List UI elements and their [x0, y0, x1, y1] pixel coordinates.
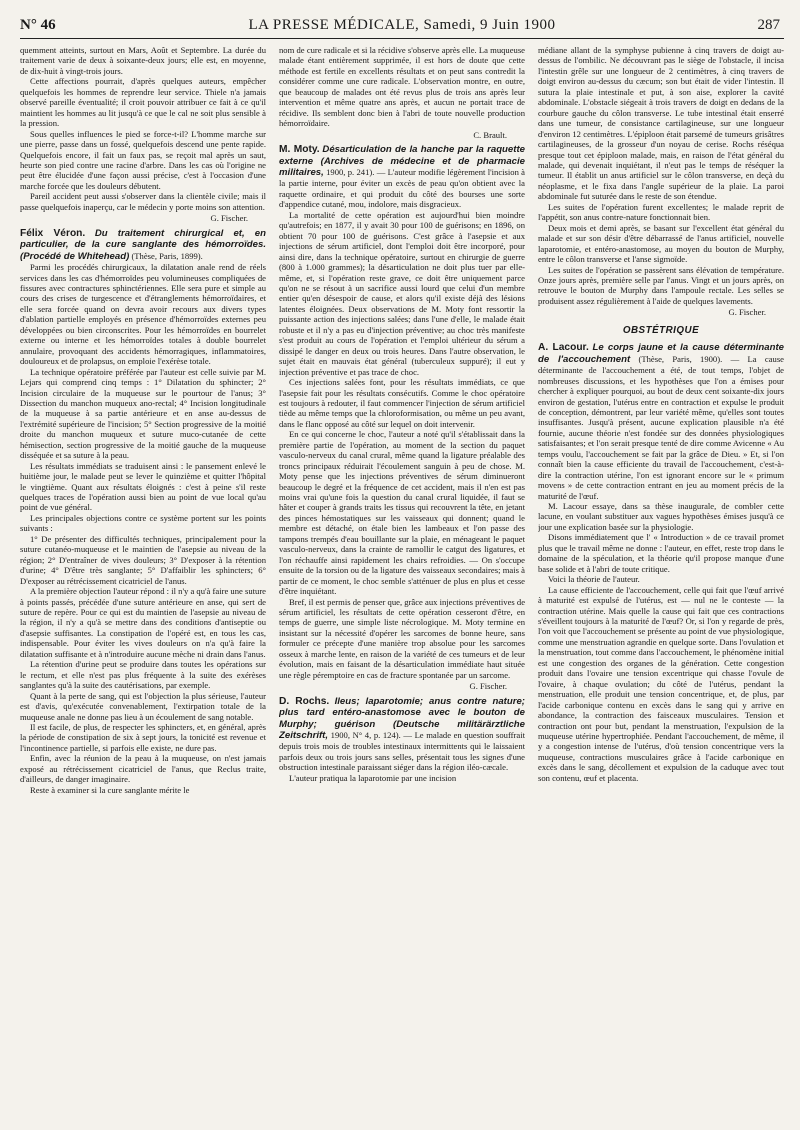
- paragraph: Les résultats immédiats se traduisent ainsi : le pansement enlevé le huitième jour, le malade peut se lever le quinzième et quitter l'hôpital le vingtième. Quant aux résultats éloignés : c'est à peine s'il reste quelques traces de l'opération aussi bien au point de vue local qu'au point de vue général.: [20, 460, 266, 513]
- paragraph: L'auteur pratiqua la laparotomie par une incision: [289, 772, 457, 783]
- column-1: [20, 45, 266, 1130]
- page-header: [20, 14, 784, 39]
- paragraph: médiane allant de la symphyse pubienne à cinq travers de doigt au-dessus de l'ombilic. Ne découvrant pas le siège de l'obstacle, il incisa l'intestin grêle sur une longueur de 2 centimètres, à cinq travers de doigt environ au-dessus du cæcum; son but était de vider l'intestin. Il sutura la plaie intestinale et put, à son aise, explorer la cavité abdominale. L'obstacle siégeait à trois travers de doigt en dedans de la courbure gauche du côlon transverse. Le tube intestinal était enserré dans une tumeur, de consistance cartilagineuse, sur une longueur d'environ 12 centimètres. L'épiploon était parsemé de tumeurs grisâtres cartilagineuses, de la grosseur d'un noyau de cerise. Rochs réséqua presque tout cet épiploon malade, mais, en raison de l'état général du malade, qui devenait inquiétant, il n'eut pas le temps de réséquer la tumeur. Il établit un anus artificiel sur le côlon transverse, en deçà du néoplasme, et le fixa dans l'angle supérieur de la plaie. La paroi abdominale fut suturée dans le reste de son étendue.: [538, 45, 784, 202]
- article-title: Ileus; laparotomie; anus contre nature; plus tard entéro-anastomose avec le bouton de Murphy; guérison (Deutsche militärärztliche Zeitschrift,: [279, 695, 525, 741]
- article-author: A. Lacour.: [538, 342, 589, 354]
- paragraph: Reste à examiner si la cure sanglante mérite le: [30, 784, 190, 795]
- article-text: Le malade en question souffrait depuis trois mois de troubles intestinaux intermittents qui le laissaient parfois deux ou trois jours sans selles, présentait tous les signes d'une obstruction intestinale paraissant siéger dans la région iléo-cæcale.: [279, 730, 525, 773]
- author-signature: C. Brault.: [473, 129, 507, 140]
- article-reference: 1900, p. 241). —: [326, 166, 386, 177]
- article-text: L'auteur modifie légèrement l'incision à la partie interne, pour éviter un excès de peau qu'on obtient avec la raquette ordinaire, et qui produit du côté des bourses une sorte d'appendice cutané, mou, indolore, mais disgracieux.: [279, 166, 525, 210]
- paragraph: Il est facile, de plus, de respecter les sphincters, et, en général, après la période de constipation de six à sept jours, la tonicité est revenue et l'incontinence partielle, si parfois elle existe, ne dure pas.: [20, 722, 266, 753]
- article-columns: [20, 45, 784, 1130]
- paragraph: Enfin, avec la réunion de la peau à la muqueuse, on n'est jamais exposé au rétrécissement cicatriciel de l'anus, que Reclus traite, d'ailleurs, de danger imaginaire.: [20, 753, 266, 785]
- journal-title: LA PRESSE MÉDICALE, Samedi, 9 Juin 1900: [248, 17, 556, 33]
- paragraph: Quant à la perte de sang, qui est l'objection la plus sérieuse, l'auteur est d'avis, qu'exécutée convenablement, l'extirpation totale de la muqueuse anale ne donne pas lieu à un écoulement de sang notable.: [20, 690, 266, 722]
- article-heading: [20, 228, 266, 262]
- paragraph: Ces injections salées font, pour les résultats immédiats, ce que l'asepsie fait pour les résultats consécutifs. Comme le choc opératoire est toujours à redouter, il faut commencer l'injection de sérum artificiel tiède au même temps que la chloroformisation, ou même un peu avant, dans le flanc opposé au côté sur lequel on doit intervenir.: [279, 377, 525, 429]
- section-heading: OBSTÉTRIQUE: [622, 324, 700, 336]
- paragraph: Les suites de l'opération furent excellentes; le malade reprit de l'appétit, son anus contre-nature fonctionnait bien.: [538, 201, 784, 223]
- paragraph: nom de cure radicale et si la récidive s'observe après elle. La muqueuse malade étant entièrement supprimée, il est hors de doute que cette méthode est fertile en excellents résultats et on peut sans contredit la considérer comme une cure radicale. L'observation montre, en outre, que beaucoup de malades ont été revus plus de trois ans après leur intervention et même quatre ans après, et aucun ne portait trace de récidive. Ils semblent donc bien à l'abri de toute nouvelle production hémorroïdaire.: [279, 45, 525, 129]
- article-title: Du traitement chirurgical et, en particulier, de la cure sanglante des hémorroïdes. (Procédé de Whitehead): [20, 227, 266, 262]
- paragraph: Parmi les procédés chirurgicaux, la dilatation anale rend de réels services dans les cas d'hémorroïdes peu volumineuses compliquées de fissures avec contractures sphinctériennes. Elle sera pure et simple au cours des crises de turgescence et d'étranglements hémorroïdaires, et elle sera forcée quand on devra avoir recours aux divers types d'ablation partielle employés en présence d'hémorroïdes externes peu développées ou bien circonscrites. Pour les hémorroïdes en bourrelet externe ou interne et les hémorroïdes totales à double bourrelet annulaire, provoquant des accidents hémorragiques, inflammatoires, douloureux et de prolapsus, on emploie l'exérèse totale.: [20, 262, 266, 367]
- paragraph: En ce qui concerne le choc, l'auteur a noté qu'il s'établissait dans la première partie de l'opération, au moment de la section du paquet vasculo-nerveux du canal crural, même quand la ligature préalable des troncs principaux réduirait l'écoulement sanguin à peu de chose. M. Moty pense que les injections préventives de sérum diminueront beaucoup le degré et la fréquence de cet accident, mais il n'en est pas moins vrai qu'une fois la question du canal crural liquidée, il faut se hâter et couper à grands traits les tissus qui recouvrent la tête, en jetant des pinces hémostatiques sur les vaisseaux qui donnent; quand le membre est détaché, on étale bien les lambeaux et l'on passe des tampons trempés d'eau bouillante sur la plaie, en ménageant le paquet vasculo-nerveux, dans la crainte de ramollir le catgut des ligatures, et l'on réchauffe ainsi rapidement les chairs refroidies. — On s'occupe ensuite de la torsion ou de la ligature des vaisseaux secondaires; mais à partir de ce moment, le choc semble s'atténuer de plus en plus et cesse d'être inquiétant.: [279, 429, 525, 597]
- column-2: [279, 45, 525, 1130]
- paragraph: Voici la théorie de l'auteur.: [548, 574, 640, 585]
- article-author: Félix Véron.: [20, 227, 86, 239]
- article-heading: [279, 144, 525, 210]
- paragraph: Les suites de l'opération se passèrent sans élévation de température. Onze jours après, première selle par l'anus. Vingt et un jours après, on retrouve le bouton de Murphy dans l'ampoule rectale. Les selles se produisent assez régulièrement à l'aide de quelques lavements.: [538, 264, 784, 306]
- paragraph: M. Lacour essaye, dans sa thèse inaugurale, de combler cette lacune, en voulant substituer aux vagues hypothèses émises jusqu'à ce jour une explication basée sur la physiologie.: [538, 501, 784, 532]
- page-number: 287: [757, 17, 780, 33]
- author-signature: G. Fischer.: [210, 213, 248, 224]
- article-author: M. Moty.: [279, 144, 320, 156]
- author-signature: G. Fischer.: [728, 307, 766, 318]
- paragraph: La cause efficiente de l'accouchement, celle qui fait que l'œuf arrivé à maturité est expulsé de l'utérus, est — nul ne le conteste — la contraction utérine. Mais quelle la cause qui fait que ces contractions s'éveillent toujours à la maturité de l'œuf? Or, si l'on y regarde de près, l'on voit que l'accouchement se présente au point de vue physiologique, comme une menstruation agrandie en quelque sorte. Dans l'ovulation et la menstruation, tout comme dans l'accouchement, le phénomène initial est une congestion des organes de la génération. Cette congestion produit dans l'ovaire une tension excentrique qui chasse l'ovule de l'ovaire, à chaque ovulation; du côté de l'utérus, pendant la menstruation, elle produit une tension concentrique, et, de plus, par l'acide carbonique contenu en excès dans le sang qui y arrive en abondance, la contraction des faisceaux musculaires. Tension et contraction ont pour but, pendant la menstruation, l'expulsion de la muqueuse utérine hypertrophiée. Pendant l'accouchement, de même, il y a congestion intense de l'utérus, d'où tension concentrique vers la muqueuse, contractions musculaires grâce à l'acide carbonique en excès dans le sang, décollement et expulsion de la caduque avec tout son contenu, œuf et placenta.: [538, 584, 784, 783]
- paragraph: La technique opératoire préférée par l'auteur est celle suivie par M. Lejars qui comprend cinq temps : 1° Dilatation du sphincter; 2° Incision circulaire de la muqueuse sur le pourtour de l'anus; 3° Dissection du manchon muqueux ano-rectal; 4° Incision longitudinale de la muqueuse à sa partie antérieure et en anse au-dessus de l'extrémité supérieure de l'incision; 5° Section progressive de la moitié droite du manchon muqueux et suture muco-cutanée de cette hémisection, section progressive de la moitié gauche de la muqueuse disséquée et sa suture à la peau.: [20, 366, 266, 461]
- article-author: D. Rochs.: [279, 695, 330, 707]
- issue-number: N° 46: [20, 17, 56, 33]
- article-text: La cause déterminante de l'accouchement a été, de tout temps, l'objet de nombreuses discussions, et les hypothèses que l'on a émises pour chercher à expliquer pourquoi, au bout de deux cent soixante-dix jours environ de gestation, l'utérus entre en contraction et expulse le produit de conception, démontrent, par leur variété même, qu'elles sont toutes insuffisantes. Jusqu'à présent, aucune explication plausible n'a été fournie, aucune théorie n'est fondée sur des données physiologiques satisfaisantes; et l'on serait presque tenté de dire comme Avicenne « Au temps voulu, l'accouchement se fait par la grâce de Dieu. » Et, si l'on connaît bien la cause efficiente du travail de l'accouchement, c'est-à-dire la contraction utérine, l'on est ignorant encore sur le « primum movens » de cette contraction entrant en jeu au moment précis de la maturité de l'œuf.: [538, 353, 784, 501]
- article-title: Le corps jaune et la cause déterminante de l'accouchement: [538, 342, 784, 365]
- paragraph: quemment atteints, surtout en Mars, Août et Septembre. La durée du traitement varie de deux à soixante-deux jours; elle est, en moyenne, de dix-huit à vingt-trois jours.: [20, 45, 266, 76]
- paragraph: Sous quelles influences le pied se force-t-il? L'homme marche sur une pierre, passe dans un fossé, quelquefois descend une pente rapide. Quelquefois encore, il fait un faux pas, se reçoit mal après un saut, heurte son pied contre une racine d'arbre. Dans les cas où l'origine ne peut être élucidée d'une façon aussi précise, c'est à l'occasion d'une marche forcée que les douleurs débutent.: [20, 128, 266, 191]
- paragraph: Cette affections pourrait, d'après quelques auteurs, empêcher quelquefois les hommes de reprendre leur service. Thiele n'a jamais observé pareille éventualité; il croit pouvoir attribuer ce fait à ce qu'il maintient les hommes au lit jusqu'à ce que le cal ne soit plus sensible à la pression.: [20, 76, 266, 129]
- paragraph: Les principales objections contre ce système portent sur les points suivants :: [20, 512, 266, 534]
- paragraph: Bref, il est permis de penser que, grâce aux injections préventives de sérum artificiel, les résultats de cette opération cesseront d'être, en temps de guerre, une simple liste nécrologique. M. Moty termine en insistant sur la nécessité d'opérer les sarcomes de bonne heure, sans formuler ce précepte d'une manière trop absolue pour les sarcomes osseux à marche lente, en raison de la variété de ces tumeurs et de leur évolution, mais en faisant de la désarticulation immédiate haut située une règle péremptoire en cas de fracture spontanée par un sarcome.: [279, 596, 525, 680]
- article-reference: 1900, N° 4, p. 124). —: [330, 730, 412, 740]
- paragraph: La rétention d'urine peut se produire dans toutes les opérations sur le rectum, et elle n'est pas plus fréquente à la suite des exérèses sanglantes qu'à la suite des cautérisations, par exemple.: [20, 659, 266, 691]
- paragraph: Disons immédiatement que l' « Introduction » de ce travail promet plus que le travail même ne donne : l'auteur, en effet, reste trop dans le domaine de la spéculation, et la théorie qu'il propose manque d'une base solide et à l'abri de toute critique.: [538, 532, 784, 574]
- article-heading: [538, 342, 784, 501]
- paragraph: 1° De présenter des difficultés techniques, principalement pour la suture cutanéo-muqueuse et le maintien de l'asepsie au niveau de la région; 2° D'entraîner de vives douleurs; 3° D'exposer à la rétention d'urine; 4° D'être très sanglante; 5° D'affaiblir les sphincters; 6° D'exposer au rétrécissement cicatriciel de l'anus.: [20, 533, 266, 586]
- column-3: [538, 45, 784, 1130]
- paragraph: La mortalité de cette opération est aujourd'hui bien moindre qu'autrefois; en 1877, il y avait 30 pour 100 de guérisons; en 1896, on obtient 70 pour 100 de guérisons. C'est grâce à l'asepsie et aux injections de sérum artificiel, dont l'emploi doit être incorporé, pour ainsi dire, dans la technique opératoire, surtout en chirurgie de guerre (800 à 1.000 grammes); la désarticulation ne doit plus tuer par elle-même, et, si l'opération reste grave, ce doit être uniquement parce qu'on ne se résout à un sacrifice aussi lourd que celui d'un membre entier qu'en désespoir de cause, et alors qu'il existe déjà des lésions latentes éloignées. Deux observations de M. Moty font ressortir la puissante action des injections salées; dans l'une d'elle, le malade était robuste et il n'y a pas eu d'injection préventive; au choc très manifeste s'est produit au cours de l'opération et l'emploi ultérieur du sérum a dissipé le danger en deux ou trois heures. Dans l'autre observation, le sujet était en mauvais état général (tuberculeux suppuré); il eut y injection préventive et pas trace de choc.: [279, 209, 525, 377]
- paragraph: Deux mois et demi après, se basant sur l'excellent état général du malade et sur son désir d'être débarrassé de l'anus artificiel, nouvelle laparotomie, et entéro-anastomose, au moyen du bouton de Murphy, entre le côlon transverse et l'anse sigmoïde.: [538, 222, 784, 265]
- article-reference: (Thèse, Paris, 1900). —: [638, 353, 740, 364]
- article-title: Désarticulation de la hanche par la raquette externe (Archives de médecine et de pharmacie militaires,: [279, 144, 525, 178]
- paragraph: Pareil accident peut aussi s'observer dans la clientèle civile; mais il passe quelquefois inaperçu, car le médecin y porte moins son attention.: [20, 191, 266, 212]
- article-heading: [279, 696, 525, 773]
- author-signature: G. Fischer.: [469, 681, 507, 692]
- paragraph: A la première objection l'auteur répond : il n'y a qu'à faire une suture à points passés, précédée d'une suture antérieure en anse, qui sert de suture de repère. Pour ce qui est du maintien de l'asepsie au niveau de la région, il n'y a qu'à se mettre dans des conditions d'antiseptie ou d'asepsie suffisantes. La constipation de l'opéré est, en tous les cas, indispensable. Pour éviter les vives douleurs on n'a qu'à faire la dilatation suffisante et à n'introduire aucune mèche ni drain dans l'anus.: [20, 586, 266, 659]
- article-reference: (Thèse, Paris, 1899).: [131, 250, 203, 261]
